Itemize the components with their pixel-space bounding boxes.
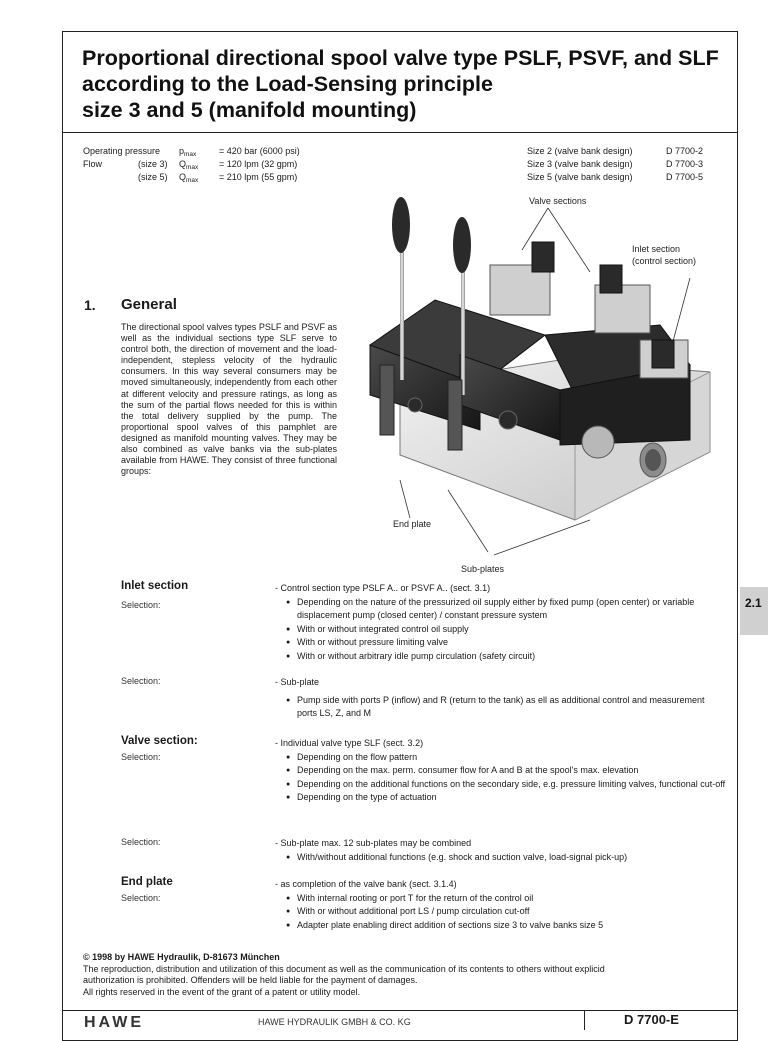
callout-inlet-section: Inlet section (control section) [632, 244, 697, 266]
gauge-plate-icon [582, 426, 614, 458]
list-item: ● With or without additional port LS / pump circulation cut-off [297, 905, 727, 919]
chapter-tab-label: 2.1 [745, 596, 762, 610]
group-description [275, 737, 727, 805]
group-selection-label: Selection: [121, 893, 161, 903]
copyright-line: All rights reserved in the event of the grant of a patent or utility model. [83, 986, 361, 997]
list-item: ● With or without integrated control oil supply [297, 623, 727, 637]
doc-row [527, 171, 717, 184]
doc-row [527, 145, 717, 158]
spec-label: Flow [83, 159, 103, 169]
copyright-line: The reproduction, distribution and utilization of this document as well as the communication of its contents to others without explicid [83, 963, 605, 974]
list-item: ● With internal rooting or port T for the return of the control oil [297, 892, 727, 906]
footer-separator [584, 1010, 585, 1030]
list-item: ● Depending on the type of actuation [297, 791, 727, 805]
callout-end-plate: End plate [393, 519, 432, 529]
lever-knob-icon [453, 217, 471, 273]
doc-label: Size 5 (valve bank design) [527, 172, 633, 182]
chapter-tab[interactable] [740, 587, 768, 635]
group-dash-line: - as completion of the valve bank (sect. 3.1.4) [275, 879, 457, 889]
callout-sub-plates: Sub-plates [461, 564, 505, 574]
spec-label: Operating pressure [83, 146, 161, 156]
group-dash-line: - Control section type PSLF A.. or PSVF A.. (sect. 3.1) [275, 583, 491, 593]
port-icon [499, 411, 517, 429]
group-title: End plate [121, 876, 173, 888]
spec-symbol: $Q_{max}$ [179, 172, 199, 184]
spec-size: (size 3) [138, 159, 168, 169]
spec-size: (size 5) [138, 172, 168, 182]
spec-value: = 420 bar (6000 psi) [219, 146, 300, 156]
lever-housing [448, 380, 462, 450]
spec-symbol: $p_{max}$ [179, 146, 197, 158]
group-title: Inlet section [121, 580, 189, 592]
list-item: ● Depending on the additional functions on the secondary side, e.g. pressure limiting valves, functional cut-off [297, 778, 727, 792]
spec-value: = 120 lpm (32 gpm) [219, 159, 298, 169]
doc-number: D 7700-5 [666, 172, 704, 182]
port-icon [408, 398, 422, 412]
group-description [275, 676, 727, 721]
document-code: D 7700-E [624, 1012, 679, 1027]
list-item: ● Depending on the flow pattern [297, 751, 727, 765]
title-box [62, 31, 738, 133]
list-item: ● With/without additional functions (e.g. shock and suction valve, load-signal pick-up) [297, 851, 727, 865]
title-line-2: according to the Load-Sensing principle [82, 72, 493, 96]
solenoid-coil-icon [532, 242, 554, 272]
page-title [82, 45, 719, 123]
footer-divider [62, 1010, 738, 1011]
copyright-head: © 1998 by HAWE Hydraulik, D-81673 München [83, 952, 280, 962]
callout-valve-sections: Valve sections [529, 196, 587, 206]
group-dash-line: - Sub-plate max. 12 sub-plates may be combined [275, 838, 472, 848]
related-documents [527, 145, 717, 184]
doc-label: Size 2 (valve bank design) [527, 146, 633, 156]
copyright-notice [83, 952, 733, 998]
title-line-1: Proportional directional spool valve type PSLF, PSVF, and SLF [82, 46, 719, 70]
group-description [275, 878, 727, 932]
group-selection-label: Selection: [121, 837, 161, 847]
solenoid-coil-icon [600, 265, 622, 293]
doc-row [527, 158, 717, 171]
doc-number: D 7700-3 [666, 159, 704, 169]
group-description [275, 837, 727, 864]
lever-housing [380, 365, 394, 435]
list-item: ● With or without pressure limiting valve [297, 636, 727, 650]
general-description: The directional spool valves types PSLF and PSVF as well as the individual sections type SLF serve to control both, the direction of movement and the load-independent, stepless velocity of the hydraulic consumers. In this way several consumers may be moved simultaneously, independently from each other at different velocity and pressure ratings, as long as the sum of the partial flows needed for this is within the total delivery supplied by the pump. The proportional spool valves of this pamphlet are designed as manifold mounting valves. They may be also combined as valve banks via the sub-plates available from HAWE. They consist of three functional groups: [121, 322, 337, 477]
section-number: 1. [84, 297, 96, 313]
list-item: ● Depending on the max. perm. consumer flow for A and B at the spool's max. elevation [297, 764, 727, 778]
solenoid-coil-icon [652, 340, 674, 368]
company-name: HAWE HYDRAULIK GMBH & CO. KG [258, 1017, 411, 1027]
group-dash-line: - Sub-plate [275, 677, 320, 687]
section-title: General [121, 296, 177, 313]
list-item: ● Adapter plate enabling direct addition of sections size 3 to valve banks size 5 [297, 919, 727, 933]
doc-number: D 7700-2 [666, 146, 704, 156]
spec-value: = 210 lpm (55 gpm) [219, 172, 298, 182]
list-item: ● Pump side with ports P (inflow) and R (return to the tank) as ell as additional control and measurement ports LS, Z, and M [297, 694, 727, 721]
list-item: ● Depending on the nature of the pressurized oil supply either by fixed pump (open center) or variable displacement pump (closed center) / constant pressure system [297, 596, 727, 623]
lever-knob-icon [392, 197, 410, 253]
list-item: ● With or without arbitrary idle pump circulation (safety circuit) [297, 650, 727, 664]
doc-label: Size 3 (valve bank design) [527, 159, 633, 169]
title-line-3: size 3 and 5 (manifold mounting) [82, 98, 417, 122]
copyright-line: authorization is prohibited. Offenders will be held liable for the payment of damages. [83, 975, 418, 985]
group-dash-line: - Individual valve type SLF (sect. 3.2) [275, 738, 424, 748]
group-selection-label: Selection: [121, 752, 161, 762]
group-title: Valve section: [121, 735, 198, 747]
group-selection-label: Selection: [121, 600, 161, 610]
company-logo: HAWE [84, 1014, 144, 1031]
group-description [275, 582, 727, 663]
spec-symbol: $Q_{max}$ [179, 159, 199, 171]
port-inner-icon [645, 449, 661, 471]
group-selection-label: Selection: [121, 676, 161, 686]
